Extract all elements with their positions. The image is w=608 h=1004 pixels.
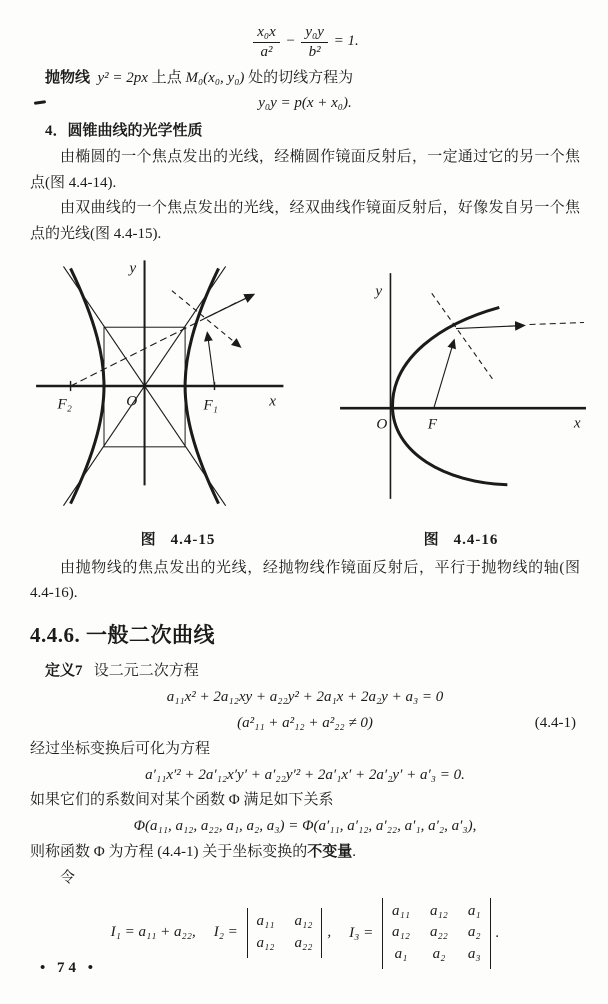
figure-caption: 图 4.4-16 [423, 531, 499, 548]
reflected-ray [205, 295, 253, 318]
parabola-tangent-intro [30, 66, 580, 92]
parabola-curve [392, 307, 507, 484]
optics-paragraph-ellipse: 由椭圆的一个焦点发出的光线，经椭圆作镜面反射后，一定通过它的另一个焦点(图 4.4-14). [30, 148, 580, 191]
page-number: • 74 • [40, 960, 98, 977]
determinant-2x2: a₁₁ a₁₂ a₁₂ a₂₂ [247, 908, 323, 958]
definition-label: 定义7 [45, 663, 83, 680]
equals-one: = 1. [333, 33, 359, 49]
invariant-definition-paragraph: 则称函数 Φ 为方程 (4.4-1) 关于坐标变换的不变量. [30, 843, 356, 860]
optics-paragraph-parabola: 由抛物线的焦点发出的光线，经抛物线作镜面反射后，平行于抛物线的轴(图 4.4-16). [30, 559, 580, 602]
ray-from-focus [434, 341, 454, 409]
origin-label: O [376, 416, 388, 433]
equation-primed: a′₁₁x′² + 2a′₁₂x′y′ + a′₂₂y′² + 2a′₁x′ + 2a′₂y′ + a′₃ = 0. [145, 766, 465, 783]
parabola-diagram [332, 254, 590, 516]
equation-441-condition: (a²₁₁ + a²₁₂ + a²₂₂ ≠ 0) [237, 714, 373, 731]
reflected-ray-extension-dashed [530, 323, 584, 325]
hyperbola-diagram [30, 254, 326, 516]
equation-441-line1: a₁₁x² + 2a₁₂xy + a₂₂y² + 2a₁x + 2a₂y + a₃ = 0 [166, 689, 444, 706]
optics-paragraph-hyperbola: 由双曲线的一个焦点发出的光线，经双曲线作镜面反射后，好像发自另一个焦点的光线(图 4.4-15). [30, 200, 580, 243]
fraction-numerator: y₀y [301, 24, 328, 43]
focus-f2-label: F₂ [57, 395, 72, 413]
equation-phi: Φ(a₁₁, a₁₂, a₂₂, a₁, a₂, a₃) = Φ(a′₁₁, a′₁₂, a′₂₂, a′₁, a′₂, a′₃), [133, 818, 477, 835]
equation-number: (4.4-1) [534, 714, 576, 731]
focus-label: F [427, 416, 437, 433]
y-axis-label: y [129, 259, 137, 277]
x-axis-label: x [269, 392, 276, 410]
definition-line [30, 659, 580, 685]
invariant-i1: I₁ = a₁₁ + a₂₂, [110, 924, 196, 941]
transform-paragraph: 经过坐标变换后可化为方程 [30, 740, 211, 757]
fraction-numerator: x₀x [253, 24, 280, 43]
figure-parabola [332, 254, 590, 554]
equation-441-condition-row [30, 711, 580, 737]
minus-sign: − [285, 33, 296, 49]
invariant-i3: I₃ = a₁₁ a₁₂ a₁ a₁₂ a₂₂ a₂ a₁ a₂ a₃ . [349, 898, 499, 969]
tangent-formula-parabola: y₀y = p(x + x₀). [258, 95, 352, 112]
y-axis-label: y [375, 283, 383, 300]
fraction-denominator: b² [308, 44, 321, 61]
fraction-x-term [253, 24, 280, 62]
focus-f1-label: F₁ [203, 396, 218, 414]
fraction-y-term [301, 24, 328, 62]
figure-caption: 图 4.4-15 [140, 531, 216, 548]
phi-condition-paragraph: 如果它们的系数间对某个函数 Φ 满足如下关系 [30, 792, 334, 809]
i3-end-period: . [495, 924, 500, 941]
let-label: 令 [60, 869, 76, 886]
point-m0: M₀(x₀, y₀) [185, 69, 245, 86]
reflected-ray [456, 326, 524, 329]
optics-heading: 4．圆锥曲线的光学性质 [45, 123, 203, 140]
tangent-formula-hyperbola [30, 24, 580, 62]
x-axis-label: x [573, 415, 581, 432]
definition-text: 设二元二次方程 [93, 663, 199, 680]
intro-tail-text: 处的切线方程为 [248, 69, 354, 86]
parabola-label: 抛物线 [45, 69, 91, 86]
section-heading: 4.4.6. 一般二次曲线 [30, 623, 215, 648]
i2-separator: , [327, 924, 332, 941]
figure-hyperbola [30, 254, 326, 554]
intro-mid-text: 上点 [151, 69, 182, 86]
ray-from-f1 [207, 333, 214, 386]
fraction-denominator: a² [260, 44, 273, 61]
tangent-line-dashed [432, 293, 493, 380]
invariant-i2: I₂ = a₁₁ a₁₂ a₁₂ a₂₂ , [214, 908, 331, 958]
invariants-row [30, 898, 580, 969]
origin-label: O [126, 392, 138, 410]
determinant-3x3: a₁₁ a₁₂ a₁ a₁₂ a₂₂ a₂ a₁ a₂ a₃ [382, 898, 491, 969]
figures-row [30, 254, 580, 554]
invariant-bold-term: 不变量 [307, 843, 353, 860]
parabola-equation: y² = 2px [97, 69, 148, 86]
